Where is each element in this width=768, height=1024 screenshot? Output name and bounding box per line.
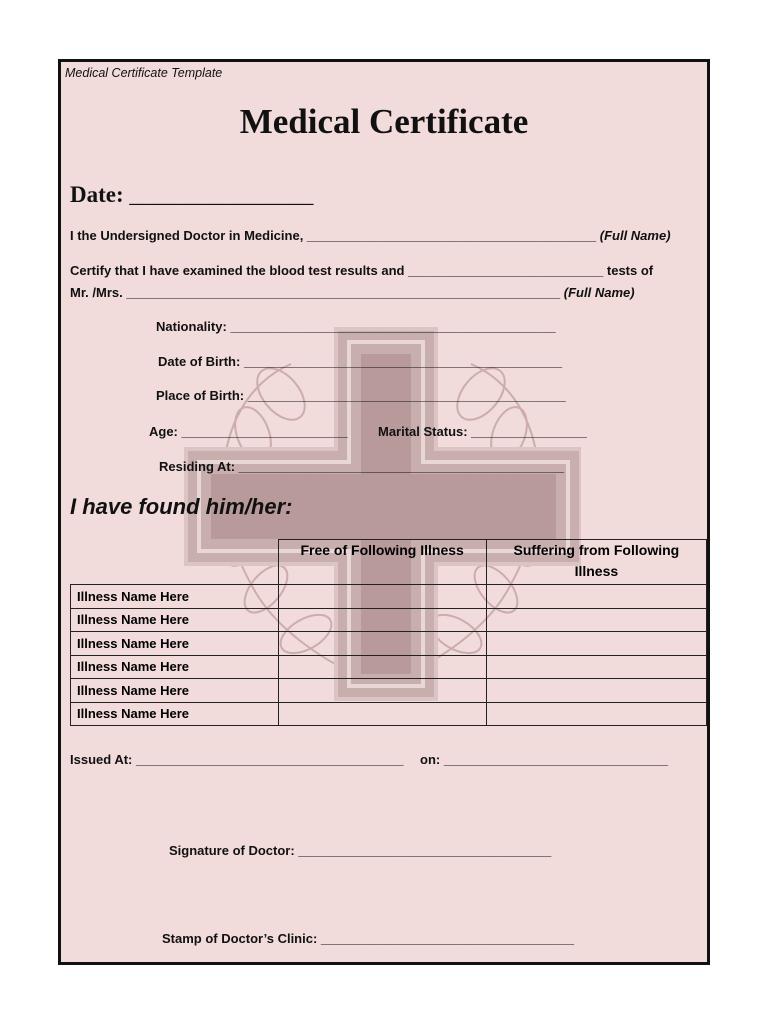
table-row	[71, 655, 707, 679]
template-label: Medical Certificate Template	[65, 66, 223, 80]
suffering-cell[interactable]	[486, 632, 706, 656]
dob-field[interactable]: Date of Birth: ____________________________________________	[158, 354, 563, 369]
table-row	[71, 585, 707, 609]
col-suffering-header: Suffering from Following Illness	[486, 540, 706, 585]
date-label: Date:	[70, 182, 124, 207]
table-row	[71, 702, 707, 726]
table-row	[71, 608, 707, 632]
patient-hint: (Full Name)	[563, 285, 635, 300]
patient-line	[70, 285, 635, 300]
free-cell[interactable]	[278, 585, 486, 609]
undersigned-hint: (Full Name)	[599, 228, 671, 243]
patient-text[interactable]: Mr. /Mrs. ____________________________________________________________	[70, 285, 561, 300]
suffering-cell[interactable]	[486, 585, 706, 609]
suffering-cell[interactable]	[486, 679, 706, 703]
illness-name-cell: Illness Name Here	[71, 679, 279, 703]
signature-field[interactable]: Signature of Doctor: ___________________________________	[169, 843, 552, 858]
age-field[interactable]: Age: _______________________	[149, 424, 348, 439]
table-row	[71, 632, 707, 656]
certificate-page	[58, 59, 710, 965]
suffering-cell[interactable]	[486, 655, 706, 679]
free-cell[interactable]	[278, 679, 486, 703]
issued-on-field[interactable]: on: _______________________________	[420, 752, 668, 767]
suffering-cell[interactable]	[486, 608, 706, 632]
marital-status-field[interactable]: Marital Status: ________________	[378, 424, 587, 439]
table-row	[71, 679, 707, 703]
found-heading: I have found him/her:	[70, 494, 293, 519]
illness-name-cell: Illness Name Here	[71, 608, 279, 632]
suffering-cell[interactable]	[486, 702, 706, 726]
page-title: Medical Certificate	[239, 102, 529, 141]
illness-name-cell: Illness Name Here	[71, 632, 279, 656]
date-line	[70, 182, 313, 208]
free-cell[interactable]	[278, 632, 486, 656]
illness-name-cell: Illness Name Here	[71, 655, 279, 679]
nationality-field[interactable]: Nationality: _____________________________________________	[156, 319, 556, 334]
illness-name-cell: Illness Name Here	[71, 585, 279, 609]
table-corner-cell	[71, 540, 279, 585]
free-cell[interactable]	[278, 702, 486, 726]
col-free-header: Free of Following Illness	[278, 540, 486, 585]
free-cell[interactable]	[278, 608, 486, 632]
undersigned-text[interactable]: I the Undersigned Doctor in Medicine, ________________________________________	[70, 228, 597, 243]
undersigned-line	[70, 228, 671, 243]
pob-field[interactable]: Place of Birth: ____________________________________________	[156, 388, 566, 403]
table-header-row	[71, 540, 707, 585]
free-cell[interactable]	[278, 655, 486, 679]
issued-at-field[interactable]: Issued At: _____________________________________	[70, 752, 404, 767]
stamp-field[interactable]: Stamp of Doctor’s Clinic: ___________________________________	[162, 931, 574, 946]
illness-table	[70, 539, 707, 726]
residing-field[interactable]: Residing At: _____________________________________________	[159, 459, 565, 474]
date-blank[interactable]: ________________	[129, 182, 314, 207]
illness-name-cell: Illness Name Here	[71, 702, 279, 726]
certify-line[interactable]: Certify that I have examined the blood test results and ___________________________ tests of	[70, 263, 654, 278]
